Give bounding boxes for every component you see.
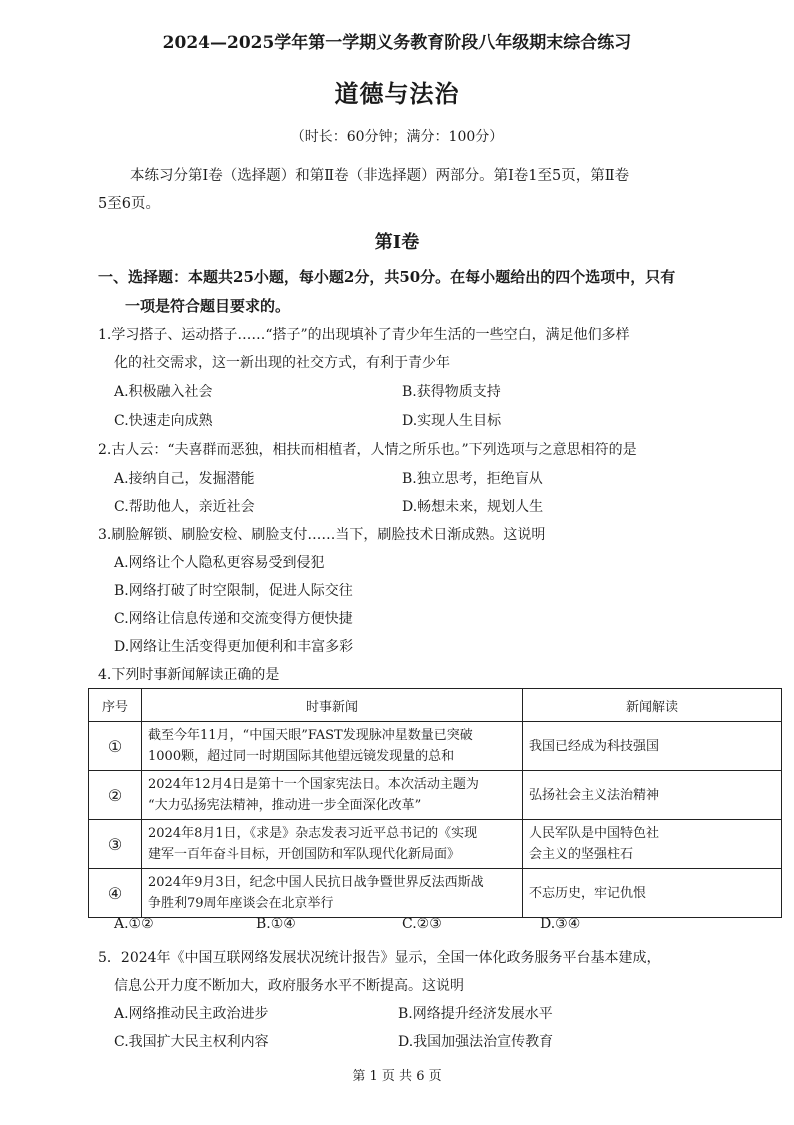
question-4-option-d: D.③④ — [540, 916, 581, 932]
interp-line: 我国已经成为科技强国 — [529, 738, 660, 754]
page-footer: 第 1 页 共 6 页 — [352, 1069, 442, 1084]
news-line: 建军一百年奋斗目标，开创国防和军队现代化新局面》 — [148, 847, 461, 862]
question-3-option-b: B.网络打破了时空限制，促进人际交往 — [114, 583, 353, 599]
question-1-stem-2: 化的社交需求，这一新出现的社交方式，有利于青少年 — [114, 355, 450, 371]
news-table — [88, 688, 782, 918]
interp-line: 会主义的坚强柱石 — [529, 847, 634, 862]
question-4-option-b: B.①④ — [256, 916, 296, 932]
news-line: 2024年9月3日，纪念中国人民抗日战争暨世界反法西斯战 — [148, 875, 484, 890]
question-5-option-c: C.我国扩大民主权利内容 — [114, 1034, 269, 1050]
question-5-option-d: D.我国加强法治宣传教育 — [398, 1034, 554, 1050]
table-row — [89, 869, 782, 918]
question-5-stem-2: 信息公开力度不断加大，政府服务水平不断提高。这说明 — [114, 978, 464, 994]
question-5-stem-1: 5．2024年《中国互联网络发展状况统计报告》显示，全国一体化政务服务平台基本建成， — [98, 950, 661, 966]
news-line: 争胜利79周年座谈会在北京举行 — [148, 896, 334, 911]
interpretation-cell — [523, 722, 782, 771]
table-row — [89, 771, 782, 820]
question-2-option-b: B.独立思考，拒绝盲从 — [402, 471, 543, 487]
question-4-option-c: C.②③ — [402, 916, 442, 932]
news-line: 2024年8月1日，《求是》杂志发表习近平总书记的《实现 — [148, 826, 478, 841]
news-cell — [142, 771, 523, 820]
question-3-option-d: D.网络让生活变得更加便利和丰富多彩 — [114, 639, 354, 655]
question-1-stem-1: 1.学习搭子、运动搭子……“搭子”的出现填补了青少年生活的一些空白，满足他们多样 — [98, 327, 630, 343]
header-interpretation: 新闻解读 — [523, 689, 782, 722]
question-1-option-c: C.快速走向成熟 — [114, 413, 213, 429]
table-row — [89, 722, 782, 771]
interp-line: 人民军队是中国特色社 — [529, 826, 660, 841]
question-5-option-b: B.网络提升经济发展水平 — [398, 1006, 553, 1022]
news-line: 2024年12月4日是第十一个国家宪法日。本次活动主题为 — [148, 777, 479, 792]
row-number: ① — [89, 722, 142, 771]
question-2-option-a: A.接纳自己，发掘潜能 — [114, 471, 255, 487]
question-1-option-a: A.积极融入社会 — [114, 384, 213, 400]
interp-line: 不忘历史，牢记仇恨 — [529, 885, 647, 901]
news-cell — [142, 869, 523, 918]
news-line: 截至今年11月，“中国天眼”FAST发现脉冲星数量已突破 — [148, 728, 473, 743]
question-2-option-c: C.帮助他人，亲近社会 — [114, 499, 255, 515]
question-1-option-d: D.实现人生目标 — [402, 413, 502, 429]
header-number: 序号 — [89, 689, 142, 722]
exam-title: 2024—2025学年第一学期义务教育阶段八年级期末综合练习 — [162, 33, 632, 53]
section-instructions-2: 一项是符合题目要求的。 — [125, 297, 291, 315]
question-4-option-a: A.①② — [114, 916, 154, 932]
question-3-option-a: A.网络让个人隐私更容易受到侵犯 — [114, 555, 325, 571]
section-instructions-1: 一、选择题：本题共25小题，每小题2分，共50分。在每小题给出的四个选项中，只有 — [98, 268, 676, 286]
intro-line-2: 5至6页。 — [98, 196, 160, 212]
subject-title: 道德与法治 — [334, 79, 460, 108]
intro-line-1: 本练习分第Ⅰ卷（选择题）和第Ⅱ卷（非选择题）两部分。第Ⅰ卷1至5页，第Ⅱ卷 — [130, 168, 630, 184]
question-1-option-b: B.获得物质支持 — [402, 384, 501, 400]
part-title: 第Ⅰ卷 — [374, 232, 420, 253]
news-table-header — [89, 689, 782, 722]
row-number: ④ — [89, 869, 142, 918]
header-news: 时事新闻 — [142, 689, 523, 722]
question-3-option-c: C.网络让信息传递和交流变得方便快捷 — [114, 611, 353, 627]
question-2-option-d: D.畅想未来，规划人生 — [402, 499, 544, 515]
question-3-stem: 3.刷脸解锁、刷脸安检、刷脸支付……当下，刷脸技术日渐成熟。这说明 — [98, 527, 546, 543]
row-number: ② — [89, 771, 142, 820]
interpretation-cell — [523, 869, 782, 918]
exam-meta: （时长：60分钟；满分：100分） — [290, 129, 504, 145]
interpretation-cell — [523, 820, 782, 869]
question-5-option-a: A.网络推动民主政治进步 — [114, 1006, 269, 1022]
news-cell — [142, 722, 523, 771]
question-2-stem: 2.古人云：“夫喜群而恶独，相扶而相植者，人情之所乐也。”下列选项与之意思相符的是 — [98, 442, 637, 458]
news-line: 1000颗，超过同一时期国际其他望远镜发现量的总和 — [148, 749, 455, 764]
news-cell — [142, 820, 523, 869]
table-row — [89, 820, 782, 869]
row-number: ③ — [89, 820, 142, 869]
interp-line: 弘扬社会主义法治精神 — [529, 787, 660, 803]
question-4-stem: 4.下列时事新闻解读正确的是 — [98, 667, 280, 683]
news-line: “大力弘扬宪法精神，推动进一步全面深化改革” — [148, 798, 422, 813]
interpretation-cell — [523, 771, 782, 820]
